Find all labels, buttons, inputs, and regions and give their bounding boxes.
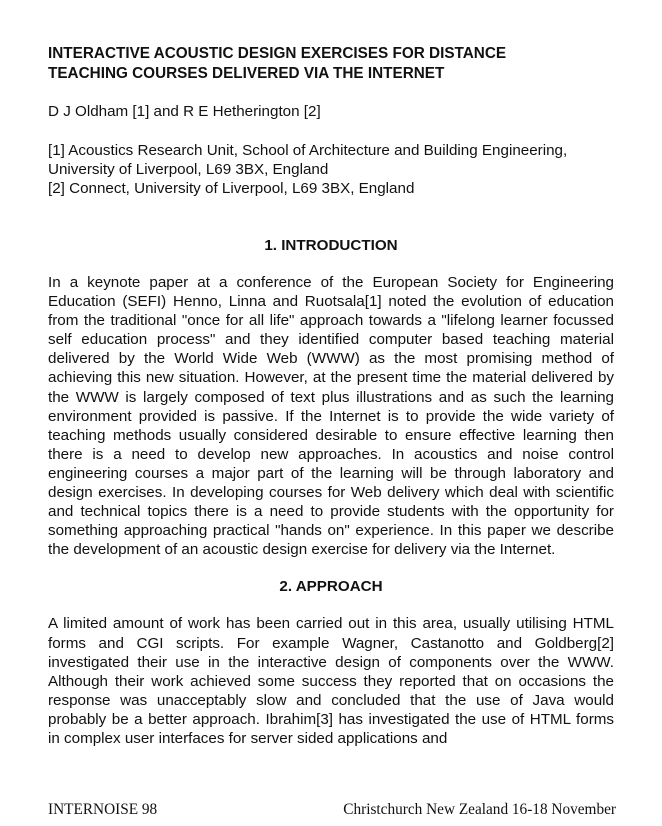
affiliation-2: [2] Connect, University of Liverpool, L69 3BX, England	[48, 180, 415, 197]
affiliations	[48, 141, 614, 198]
section-heading-approach: 2. APPROACH	[279, 578, 383, 596]
approach-paragraph: A limited amount of work has been carried out in this area, usually utilising HTML forms and CGI scripts. For example Wagner, Castanotto and Goldberg[2] investigated their use in the interactive design of components over the WWW. Although their work achieved some success they reported that on occasions the response was unacceptably slow and concluded that the use of Java would probably be a better approach. Ibrahim[3] has investigated the use of HTML forms in complex user interfaces for server sided applications and	[48, 615, 614, 747]
section-heading-introduction: 1. INTRODUCTION	[264, 237, 398, 254]
footer-conference: INTERNOISE 98	[48, 801, 158, 818]
introduction-paragraph: In a keynote paper at a conference of the European Society for Engineering Education (SEFI) Henno, Linna and Ruotsala[1] noted the evolution of education from the traditional "once for all life" approach towards a "lifelong learner focussed self education process" and they identified computer based teaching material delivered by the World Wide Web (WWW) as the most promising method of achieving this new situation. However, at the present time the material delivered by the WWW is largely composed of text plus illustrations and as such the learning environment provided is passive. If the Internet is to provide the wide variety of teaching methods usually considered desirable to ensure effective learning then there is a need to develop new approaches. In acoustics and noise control engineering courses a major part of the learning will be through laboratory and design exercises. In developing courses for Web delivery which deal with scientific and technical topics there is a need to provide students with the opportunity for something approaching practical "hands on" experience. In this paper we describe the development of an acoustic design exercise for delivery via the Internet.	[48, 274, 614, 559]
footer-location-date: Christchurch New Zealand 16-18 November	[343, 801, 616, 818]
paper-authors: D J Oldham [1] and R E Hetherington [2]	[48, 103, 321, 120]
affiliation-1: [1] Acoustics Research Unit, School of Architecture and Building Engineering, University of Liverpool, L69 3BX, England	[48, 142, 568, 178]
paper-page	[48, 44, 614, 748]
paper-title: INTERACTIVE ACOUSTIC DESIGN EXERCISES FOR DISTANCE TEACHING COURSES DELIVERED VIA THE INTERNET	[48, 45, 507, 82]
